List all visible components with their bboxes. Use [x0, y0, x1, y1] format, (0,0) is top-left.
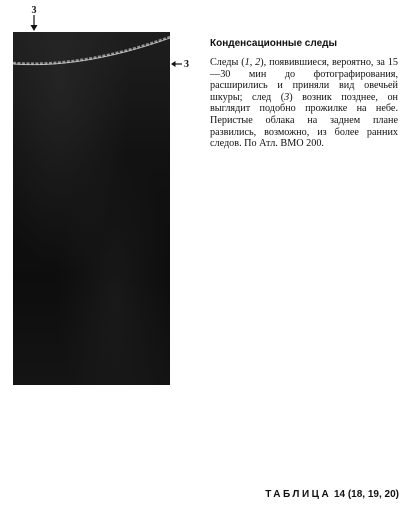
left-arrow-icon: [171, 60, 182, 68]
table-label-numbers: 14 (18, 19, 20): [333, 489, 399, 500]
trail-3-side-marker-label: 3: [184, 58, 189, 70]
caption-text: ) возник позднее, он выглядит подобно прожилке на небе. Перистые облака на заднем плане развились, возможно, из более ранних следов. По Атл. ВМО 200.: [210, 91, 398, 150]
table-label-word: ТАБЛИЦА: [265, 489, 332, 500]
caption-text: ), появившиеся, вероятно, за 15—30 мин до фотографирования, расширились и приняли вид овечьей шкуры; след (: [210, 57, 399, 103]
caption-text: Следы (: [210, 57, 245, 68]
caption-ref-number: 2: [255, 57, 261, 68]
caption-ref-number: 1: [244, 57, 250, 68]
trail-3-side-marker: [171, 58, 189, 70]
caption-text: ,: [249, 57, 256, 68]
caption-title: Конденсационные следы: [210, 38, 338, 49]
caption-body: [210, 57, 398, 150]
table-label: [265, 489, 399, 501]
contrail-streak: [13, 32, 170, 385]
trail-3-top-marker: 3: [31, 5, 37, 16]
contrail-photograph: [13, 32, 170, 385]
down-arrow-icon: [27, 15, 41, 31]
caption-ref-number: 3: [284, 91, 290, 103]
